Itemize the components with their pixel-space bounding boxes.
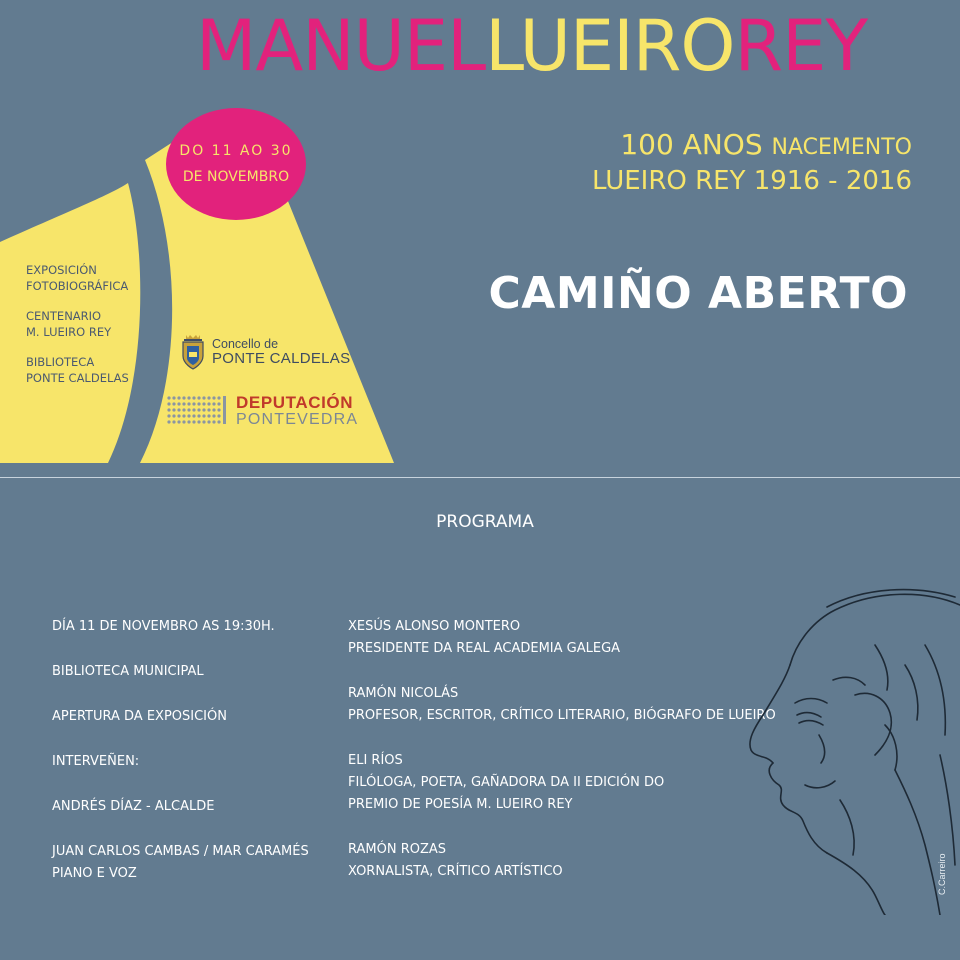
page-title [196, 6, 867, 86]
badge-line-1: DO 11 AO 30 [179, 143, 293, 159]
speaker-item [348, 750, 776, 816]
info-library: BIBLIOTECA PONTE CALDELAS [26, 355, 129, 385]
speaker-description: PROFESOR, ESCRITOR, CRÍTICO LITERARIO, BIÓGRAFO DE LUEIRO [348, 708, 776, 723]
title-part-last: REY [734, 5, 868, 87]
concello-name: PONTE CALDELAS [212, 350, 351, 367]
speaker-name: RAMÓN ROZAS [348, 842, 447, 857]
subtitle-birth: NACEMENTO [771, 135, 912, 160]
artist-credit: C.Carreiro [937, 853, 947, 895]
deputacion-logo [166, 394, 358, 428]
exhibition-headline: CAMIÑO ABERTO [488, 268, 908, 319]
info-exhibition: EXPOSICIÓN FOTOBIOGRÁFICA [26, 263, 129, 293]
programa-schedule [52, 616, 309, 908]
speaker-item [348, 839, 776, 883]
concello-logo [180, 334, 350, 370]
speaker-name: XESÚS ALONSO MONTERO [348, 619, 521, 634]
schedule-date: DÍA 11 DE NOVEMBRO AS 19:30H. [52, 619, 275, 634]
anniversary-subtitle [592, 128, 912, 197]
exhibition-info [26, 262, 129, 400]
coat-of-arms-icon [180, 334, 206, 370]
subtitle-years: 100 ANOS [620, 128, 763, 161]
deputacion-province: PONTEVEDRA [236, 411, 359, 428]
badge-line-2: DE NOVEMBRO [182, 169, 290, 185]
speaker-description: PRESIDENTE DA REAL ACADEMIA GALEGA [348, 641, 621, 656]
speaker-description: FILÓLOGA, POETA, GAÑADORA DA II EDICIÓN DO PREMIO DE POESÍA M. LUEIRO REY [348, 775, 665, 812]
title-part-middle: LUEIRO [485, 5, 735, 87]
programa-heading: PROGRAMA [436, 512, 534, 532]
schedule-music: JUAN CARLOS CAMBAS / MAR CARAMÉS PIANO E VOZ [52, 844, 309, 881]
speaker-description: XORNALISTA, CRÍTICO ARTÍSTICO [348, 864, 563, 879]
schedule-opening: APERTURA DA EXPOSICIÓN [52, 709, 227, 724]
deputacion-dots-icon [166, 394, 228, 428]
speaker-name: ELI RÍOS [348, 753, 403, 768]
info-centenary: CENTENARIO M. LUEIRO REY [26, 309, 112, 339]
subtitle-dates: LUEIRO REY 1916 - 2016 [592, 166, 912, 196]
schedule-speakers-label: INTERVEÑEN: [52, 754, 140, 769]
programa-speakers [348, 616, 776, 906]
title-part-first: MANUEL [196, 5, 486, 87]
concello-label: Concello de [212, 337, 279, 351]
schedule-mayor: ANDRÉS DÍAZ - ALCALDE [52, 799, 215, 814]
section-divider [0, 477, 960, 478]
speaker-item [348, 683, 776, 727]
schedule-venue: BIBLIOTECA MUNICIPAL [52, 664, 204, 679]
portrait-drawing [735, 585, 960, 915]
date-badge [166, 108, 306, 220]
deputacion-name: DEPUTACIÓN [236, 393, 354, 412]
speaker-name: RAMÓN NICOLÁS [348, 686, 459, 701]
speaker-item [348, 616, 776, 660]
